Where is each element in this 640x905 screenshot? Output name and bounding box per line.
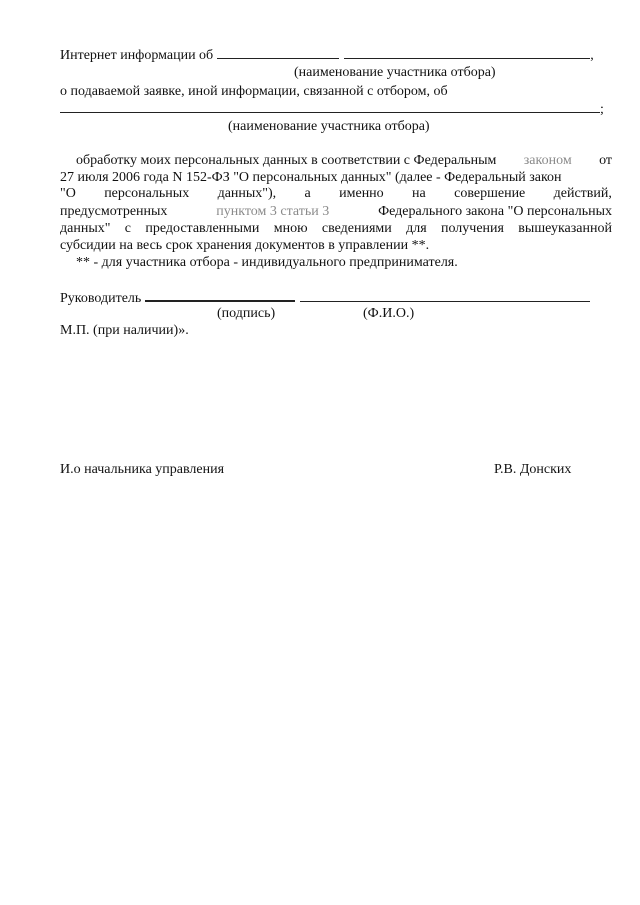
punctuation: ; [600, 102, 604, 117]
body-line-6: субсидии на весь срок хранения документов в управлении **. [60, 238, 430, 253]
body-word: а [304, 186, 311, 201]
law-link: законом [523, 153, 572, 168]
caption-participant-1: (наименование участника отбора) [294, 65, 496, 80]
footer-position: И.о начальника управления [60, 462, 225, 477]
footer-signatory-name: Р.В. Донских [494, 462, 572, 477]
header-line-3 [60, 100, 604, 118]
body-text: Федерального закона "О персональных [378, 204, 612, 219]
body-word: совершение [454, 186, 526, 201]
body-text: от [599, 153, 612, 168]
article-link: пунктом 3 статьи 3 [216, 204, 330, 219]
body-line-2: 27 июля 2006 года N 152-ФЗ "О персональных данных" (далее - Федеральный закон [60, 170, 562, 185]
body-line-3 [60, 185, 612, 202]
blank-line [60, 100, 600, 113]
stamp-note: М.П. (при наличии)». [60, 323, 189, 338]
blank-line [344, 46, 590, 59]
body-text: предусмотренных [60, 204, 168, 219]
body-word: на [412, 186, 426, 201]
body-line-5: данных" с предоставленными мною сведениями для получения вышеуказанной [60, 221, 612, 236]
caption-name: (Ф.И.О.) [363, 306, 415, 321]
footnote: ** - для участника отбора - индивидуального предпринимателя. [76, 255, 458, 270]
blank-line [217, 46, 339, 59]
body-line-1 [76, 152, 612, 169]
header-line-1 [60, 46, 594, 64]
punctuation: , [590, 48, 594, 63]
body-word: "О [60, 186, 76, 201]
body-word: персональных [104, 186, 190, 201]
body-text: обработку моих персональных данных в соответствии с Федеральным [76, 153, 497, 168]
signature-blank [145, 288, 295, 302]
caption-participant-2: (наименование участника отбора) [228, 119, 430, 134]
header-line-1-text: Интернет информации об [60, 48, 214, 63]
body-word: действий, [553, 186, 612, 201]
signature-label: Руководитель [60, 291, 142, 306]
body-word: данных"), [217, 186, 277, 201]
name-blank [300, 289, 590, 302]
body-word: именно [339, 186, 384, 201]
signature-line [60, 288, 590, 307]
header-line-2: о подаваемой заявке, иной информации, связанной с отбором, об [60, 84, 448, 99]
caption-signature: (подпись) [217, 306, 276, 321]
body-line-4 [60, 203, 612, 220]
